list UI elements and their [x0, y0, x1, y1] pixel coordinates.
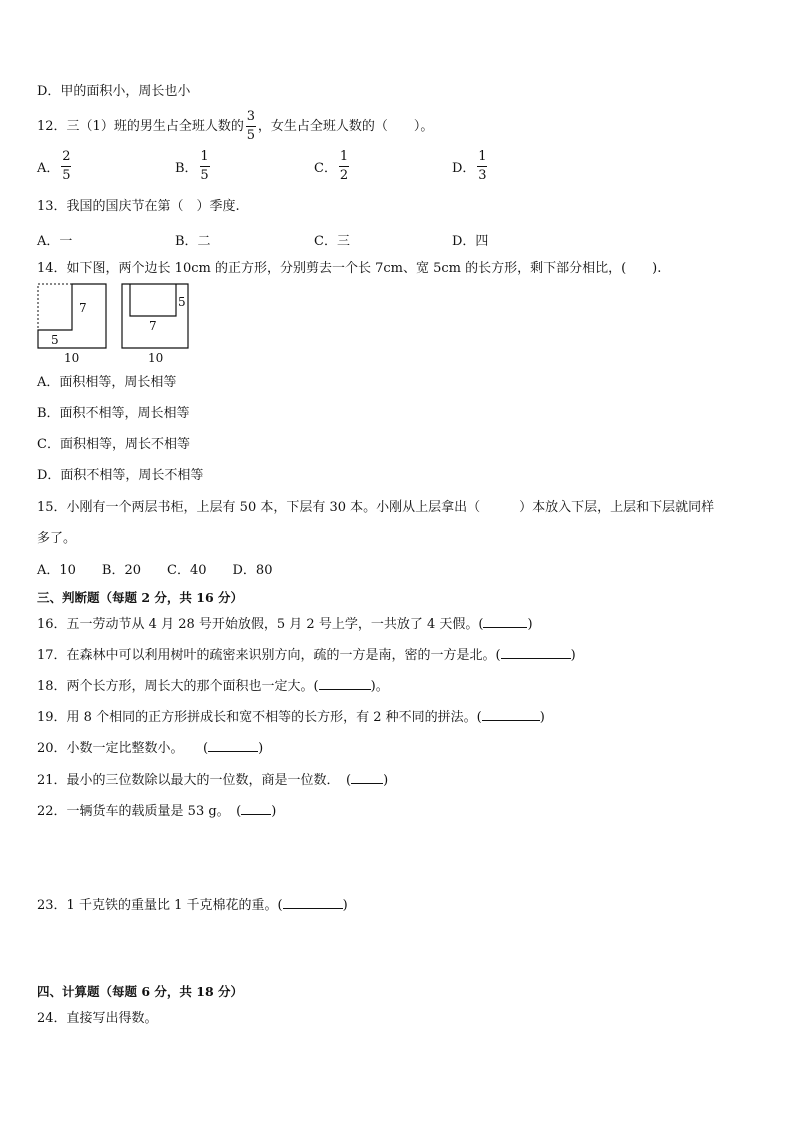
q12-fraction: [246, 110, 256, 143]
q12-option-a: A． $\frac{2}{5}$: [37, 149, 71, 183]
q14-left-label-bottom: 5: [51, 333, 59, 347]
q14-option-b: B．面积不相等，周长相等: [37, 406, 190, 421]
q16: 16．五一劳动节从 4 月 28 号开始放假，5 月 2 号上学，一共放了 4 天假。( ): [37, 617, 533, 632]
q15-stem-line1: 15．小刚有一个两层书柜，上层有 50 本，下层有 30 本。小刚从上层拿出（ ）本放入下层，上层和下层就同样: [37, 500, 715, 515]
q12-prefix: 12．三（1）班的男生占全班人数的: [37, 119, 244, 134]
q13-option-c: C．三: [314, 234, 350, 249]
q11-option-d: D．甲的面积小，周长也小: [37, 84, 191, 99]
q12-frac-den: 5: [246, 128, 255, 143]
q14-figure: [36, 282, 196, 366]
q12-frac-num: 3: [246, 109, 255, 124]
q12-options: [37, 150, 737, 190]
q12-suffix: ，女生占全班人数的（ ）。: [257, 119, 434, 134]
q14-left-label-side: 7: [79, 301, 87, 315]
q12-option-c: C． $\frac{1}{2}$: [314, 149, 349, 183]
q18: 18．两个长方形，周长大的那个面积也一定大。( )。: [37, 679, 389, 694]
q13-option-b: B．二: [175, 234, 211, 249]
q23: 23．1 千克铁的重量比 1 千克棉花的重。( ): [37, 898, 348, 913]
q12-option-b: B． $\frac{1}{5}$: [175, 149, 209, 183]
q14-right-label-bottom: 7: [149, 319, 157, 333]
q15-options: A．10 B．20 C．40 D．80: [37, 563, 273, 578]
q19: 19．用 8 个相同的正方形拼成长和宽不相等的长方形，有 2 种不同的拼法。( ): [37, 710, 545, 725]
q17: 17．在森林中可以利用树叶的疏密来识别方向，疏的一方是南，密的一方是北。( ): [37, 648, 576, 663]
q13-option-a: A．一: [37, 234, 73, 249]
q12-option-d: D． $\frac{1}{3}$: [452, 149, 487, 183]
q14-right-label-side: 5: [178, 295, 186, 309]
q12-stem: [37, 108, 433, 146]
q13-stem: 13．我国的国庆节在第（ ）季度.: [37, 199, 240, 214]
q24-stem: 24．直接写出得数。: [37, 1011, 158, 1026]
q14-left-shape: [38, 284, 106, 365]
q14-left-label-width: 10: [64, 351, 80, 365]
q14-right-shape: [122, 284, 188, 365]
q14-option-d: D．面积不相等，周长不相等: [37, 468, 204, 483]
q14-option-c: C．面积相等，周长不相等: [37, 437, 190, 452]
section4-heading: 四、计算题（每题 6 分，共 18 分）: [37, 984, 244, 999]
q14-option-a: A．面积相等，周长相等: [37, 375, 177, 390]
q22: 22．一辆货车的载质量是 53 g。 ( ): [37, 804, 277, 819]
section3-heading: 三、判断题（每题 2 分，共 16 分）: [37, 590, 244, 605]
q20: 20．小数一定比整数小。 ( ): [37, 741, 264, 756]
q15-stem-line2: 多了。: [37, 531, 77, 546]
q21: 21．最小的三位数除以最大的一位数，商是一位数． ( ): [37, 773, 389, 788]
q13-option-d: D．四: [452, 234, 489, 249]
q14-stem: 14．如下图，两个边长 10cm 的正方形，分别剪去一个长 7cm、宽 5cm 的长方形，剩下部分相比，( ).: [37, 261, 662, 276]
q13-options: [37, 230, 737, 248]
q14-right-label-width: 10: [148, 351, 164, 365]
